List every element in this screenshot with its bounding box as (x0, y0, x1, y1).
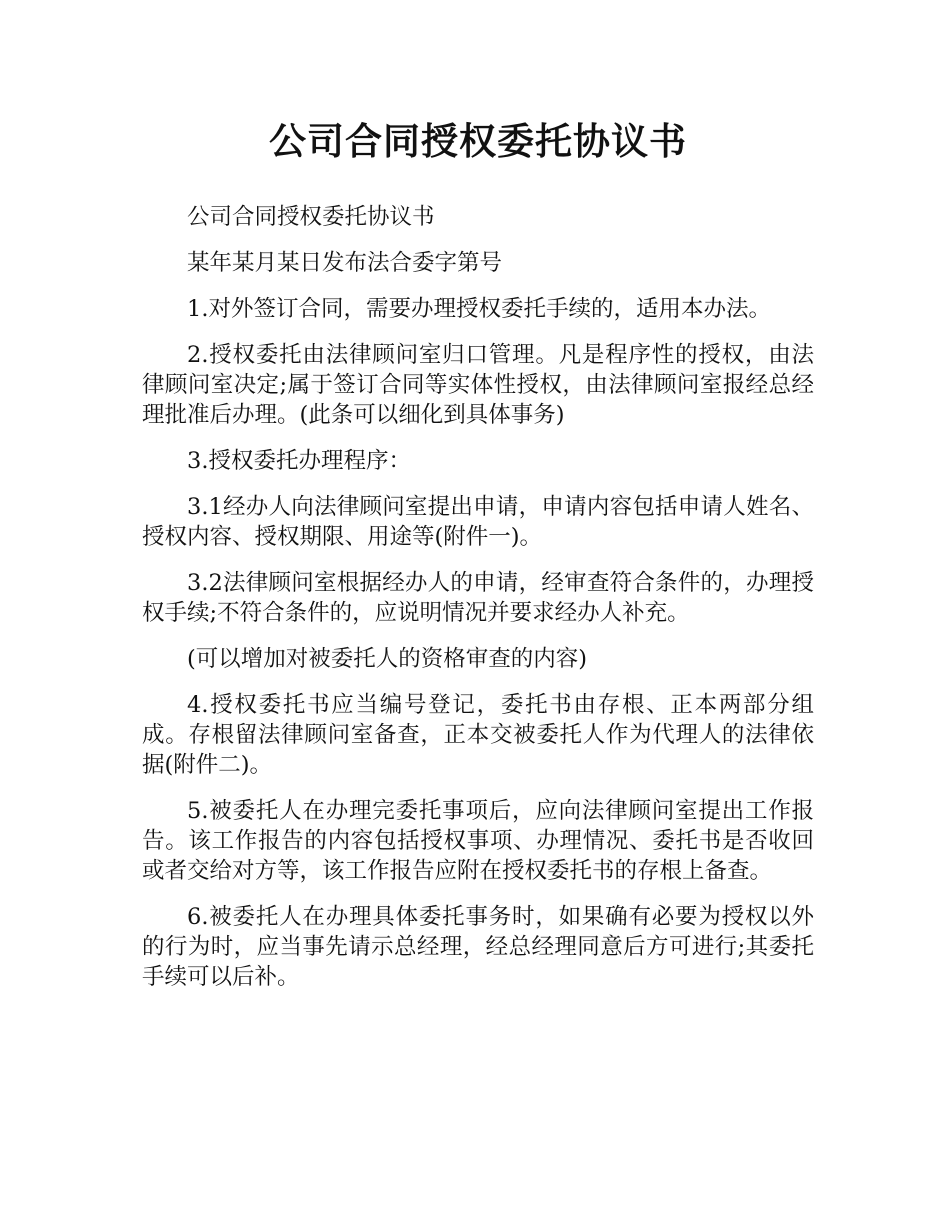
paragraph-clause-3: 3.授权委托办理程序： (187, 448, 411, 474)
paragraph-heading-repeat: 公司合同授权委托协议书 (187, 204, 435, 230)
paragraph-clause-1: 1.对外签订合同，需要办理授权委托手续的，适用本办法。 (187, 296, 771, 322)
paragraph-note: (可以增加对被委托人的资格审查的内容) (187, 646, 588, 672)
document-title: 公司合同授权委托协议书 (269, 120, 687, 163)
paragraph-clause-6: 6.被委托人在办理具体委托事务时，如果确有必要为授权以外的行为时，应当事先请示总经理，经总经理同意后方可进行;其委托手续可以后补。 (142, 904, 814, 990)
paragraph-clause-4: 4.授权委托书应当编号登记，委托书由存根、正本两部分组成。存根留法律顾问室备查，正本交被委托人作为代理人的法律依据(附件二)。 (142, 692, 814, 778)
paragraph-clause-3-2: 3.2法律顾问室根据经办人的申请，经审查符合条件的，办理授权手续;不符合条件的，应说明情况并要求经办人补充。 (142, 570, 814, 626)
paragraph-clause-3-1: 3.1经办人向法律顾问室提出申请，申请内容包括申请人姓名、授权内容、授权期限、用途等(附件一)。 (142, 494, 814, 550)
document-page (142, 0, 814, 1008)
paragraph-issue-date: 某年某月某日发布法合委字第号 (187, 250, 503, 276)
paragraph-clause-5: 5.被委托人在办理完委托事项后，应向法律顾问室提出工作报告。该工作报告的内容包括授权事项、办理情况、委托书是否收回或者交给对方等，该工作报告应附在授权委托书的存根上备查。 (142, 798, 814, 884)
paragraph-clause-2: 2.授权委托由法律顾问室归口管理。凡是程序性的授权，由法律顾问室决定;属于签订合同等实体性授权，由法律顾问室报经总经理批准后办理。(此条可以细化到具体事务) (142, 342, 814, 428)
document-body (142, 202, 814, 992)
